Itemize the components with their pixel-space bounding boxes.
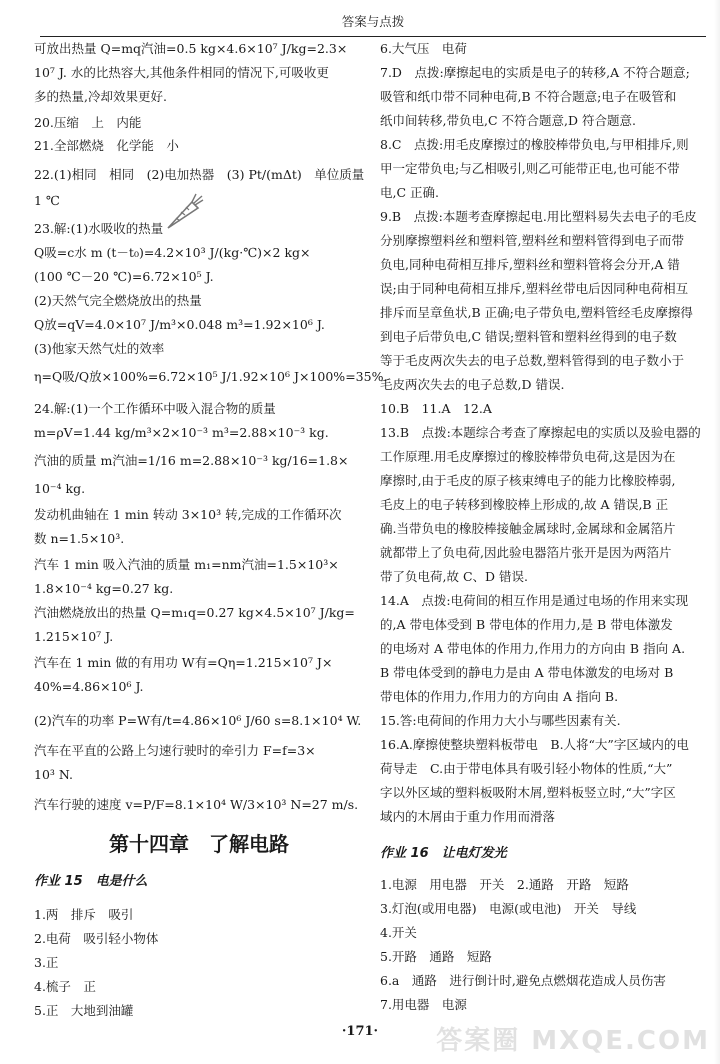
hw15-item: 5.正 大地到油罐 (34, 1003, 134, 1018)
answer-24-line: 汽车在平直的公路上匀速行驶时的牵引力 F=f=3× (34, 743, 316, 758)
text-line: 多的热量,冷却效果更好. (34, 89, 167, 104)
answer-24-line: 汽油的质量 m汽油=1/16 m=2.88×10⁻³ kg/16=1.8× (34, 453, 349, 468)
homework-15-title: 作业 15 电是什么 (34, 874, 148, 889)
answer-line: 毛皮两次失去的电子总数,D 错误. (380, 377, 565, 392)
page-header (40, 10, 706, 37)
answer-line: 字以外区域的塑料板吸附木屑,塑料板竖立时,“大”字区 (380, 785, 676, 800)
answer-line: 16.A.摩擦使整块塑料板带电 B.人将“大”字区域内的电 (380, 737, 689, 752)
hw16-item: 6.a 通路 进行倒计时,避免点燃烟花造成人员伤害 (380, 973, 666, 988)
answer-24-line: 40%=4.86×10⁶ J. (34, 679, 144, 694)
answer-24-line: 10⁻⁴ kg. (34, 481, 86, 496)
answer-23-line: (2)天然气完全燃烧放出的热量 (34, 293, 202, 308)
answer-24-line: 汽油燃烧放出的热量 Q=m₁q=0.27 kg×4.5×10⁷ J/kg= (34, 605, 355, 620)
answer-line: 甲一定带负电;与乙相吸引,则乙可能带正电,也可能不带 (380, 161, 680, 176)
hw15-item: 2.电荷 吸引轻小物体 (34, 931, 159, 946)
answer-line: 分别摩擦塑料丝和塑料管,塑料丝和塑料管得到电子而带 (380, 233, 684, 248)
answer-24-line: m=ρV=1.44 kg/m³×2×10⁻³ m³=2.88×10⁻³ kg. (34, 425, 329, 440)
answer-line: 的电场对 A 带电体的作用力,作用力的方向由 B 指向 A. (380, 641, 686, 656)
answer-line: 电,C 正确. (380, 185, 439, 200)
answer-line: 7.D 点拨:摩擦起电的实质是电子的转移,A 不符合题意; (380, 65, 690, 80)
homework-16-title: 作业 16 让电灯发光 (380, 846, 507, 861)
answer-24-line: 汽车行驶的速度 v=P/F=8.1×10⁴ W/3×10³ N=27 m/s. (34, 797, 359, 812)
answer-line: 毛皮上的电子转移到橡胶棒上形成的,故 A 错误,B 正 (380, 497, 669, 512)
hw15-item: 3.正 (34, 955, 59, 970)
answer-23-line: (100 ℃－20 ℃)=6.72×10⁵ J. (34, 269, 214, 284)
answer-line: 排斥而呈章鱼状,B 正确;电子带负电,塑料管经毛皮摩擦得 (380, 305, 693, 320)
chapter-title: 第十四章 了解电路 (109, 832, 289, 856)
answer-line: 误;由于同种电荷相互排斥,塑料丝带电后因同种电荷相互 (380, 281, 689, 296)
answer-line: 确.当带负电的橡胶棒接触金属球时,金属球和金属箔片 (380, 521, 676, 536)
page-number: ·171· (341, 1024, 379, 1039)
answer-line: 8.C 点拨:用毛皮摩擦过的橡胶棒带负电,与甲相排斥,则 (380, 137, 689, 152)
answer-line: 域内的木屑由于重力作用而滑落 (380, 809, 556, 824)
answer-24-line: 发动机曲轴在 1 min 转动 3×10³ 转,完成的工作循环次 (34, 507, 342, 522)
answer-line: 纸巾间转移,带负电,C 不符合题意,D 符合题意. (380, 113, 636, 128)
answer-line: 等于毛皮两次失去的电子总数,塑料管得到的电子数小于 (380, 353, 684, 368)
header-title: 答案与点拨 (341, 14, 405, 29)
answer-line: 带了负电荷,故 C、D 错误. (380, 569, 528, 584)
answer-24-line: 1.215×10⁷ J. (34, 629, 114, 644)
answer-23-line: Q吸=c水 m (t－t₀)=4.2×10³ J/(kg·℃)×2 kg× (34, 245, 311, 260)
answer-24-line: 数 n=1.5×10³. (34, 531, 125, 546)
answer-23-line: 23.解:(1)水吸收的热量 (34, 221, 164, 236)
hw15-item: 1.两 排斥 吸引 (34, 907, 134, 922)
answer-24-line: 24.解:(1)一个工作循环中吸入混合物的质量 (34, 401, 276, 416)
answer-line: 9.B 点拨:本题考查摩擦起电.用比塑料易失去电子的毛皮 (380, 209, 697, 224)
hw16-item: 7.用电器 电源 (380, 997, 467, 1012)
answer-line: 的,A 带电体受到 B 带电体的作用力,是 B 带电体激发 (380, 617, 673, 632)
answer-23-line: η=Q吸/Q放×100%=6.72×10⁵ J/1.92×10⁶ J×100%=35%. (34, 369, 388, 384)
answer-21: 21.全部燃烧 化学能 小 (34, 138, 179, 153)
site-watermark: 答案圈 MXQE.COM (436, 1026, 710, 1056)
answer-line: 到电子后带负电,C 错误;塑料管和塑料丝得到的电子数 (380, 329, 677, 344)
answer-line: 10.B 11.A 12.A (380, 401, 492, 416)
answer-24-line: 汽车在 1 min 做的有用功 W有=Qη=1.215×10⁷ J× (34, 655, 333, 670)
answer-line: 工作原理.用毛皮摩擦过的橡胶棒带负电荷,这是因为在 (380, 449, 676, 464)
hw15-item: 4.梳子 正 (34, 979, 96, 994)
answer-line: B 带电体受到的静电力是由 A 带电体激发的电场对 B (380, 665, 674, 680)
hw16-item: 5.开路 通路 短路 (380, 949, 492, 964)
carrot-mascot-icon (162, 190, 206, 234)
text-line: 可放出热量 Q=mq汽油=0.5 kg×4.6×10⁷ J/kg=2.3× (34, 41, 348, 56)
answer-line: 带电体的作用力,作用力的方向由 A 指向 B. (380, 689, 619, 704)
hw16-item: 4.开关 (380, 925, 417, 940)
hw16-item: 1.电源 用电器 开关 2.通路 开路 短路 (380, 877, 629, 892)
answer-line: 15.答:电荷间的作用力大小与哪些因素有关. (380, 713, 621, 728)
answer-24-line: 10³ N. (34, 767, 74, 782)
answer-22: 22.(1)相同 相同 (2)电加热器 (3) Pt/(mΔt) 单位质量 (34, 167, 365, 182)
answer-24-line: 1.8×10⁻⁴ kg=0.27 kg. (34, 581, 174, 596)
answer-24-line: 汽车 1 min 吸入汽油的质量 m₁=nm汽油=1.5×10³× (34, 557, 339, 572)
text-line: 10⁷ J. 水的比热容大,其他条件相同的情况下,可吸收更 (34, 65, 329, 80)
answer-line: 荷导走 C.由于带电体具有吸引轻小物体的性质,“大” (380, 761, 673, 776)
answer-20: 20.压缩 上 内能 (34, 115, 142, 130)
page-edge-shadow (714, 0, 720, 1064)
answer-line: 摩擦时,由于毛皮的原子核束缚电子的能力比橡胶棒弱, (380, 473, 676, 488)
answer-24-line: (2)汽车的功率 P=W有/t=4.86×10⁶ J/60 s=8.1×10⁴ W. (34, 713, 362, 728)
answer-line: 吸管和纸巾带不同种电荷,B 不符合题意;电子在吸管和 (380, 89, 677, 104)
answer-22-cont: 1 ℃ (34, 193, 60, 208)
answer-line: 就都带上了负电荷,因此验电器箔片张开是因为两箔片 (380, 545, 672, 560)
answer-line: 负电,同种电荷相互排斥,塑料丝和塑料管将会分开,A 错 (380, 257, 680, 272)
answer-line: 13.B 点拨:本题综合考查了摩擦起电的实质以及验电器的 (380, 425, 701, 440)
answer-line: 6.大气压 电荷 (380, 41, 467, 56)
answer-line: 14.A 点拨:电荷间的相互作用是通过电场的作用来实现 (380, 593, 689, 608)
answer-23-line: Q放=qV=4.0×10⁷ J/m³×0.048 m³=1.92×10⁶ J. (34, 317, 325, 332)
hw16-item: 3.灯泡(或用电器) 电源(或电池) 开关 导线 (380, 901, 637, 916)
answer-23-line: (3)他家天然气灶的效率 (34, 341, 165, 356)
